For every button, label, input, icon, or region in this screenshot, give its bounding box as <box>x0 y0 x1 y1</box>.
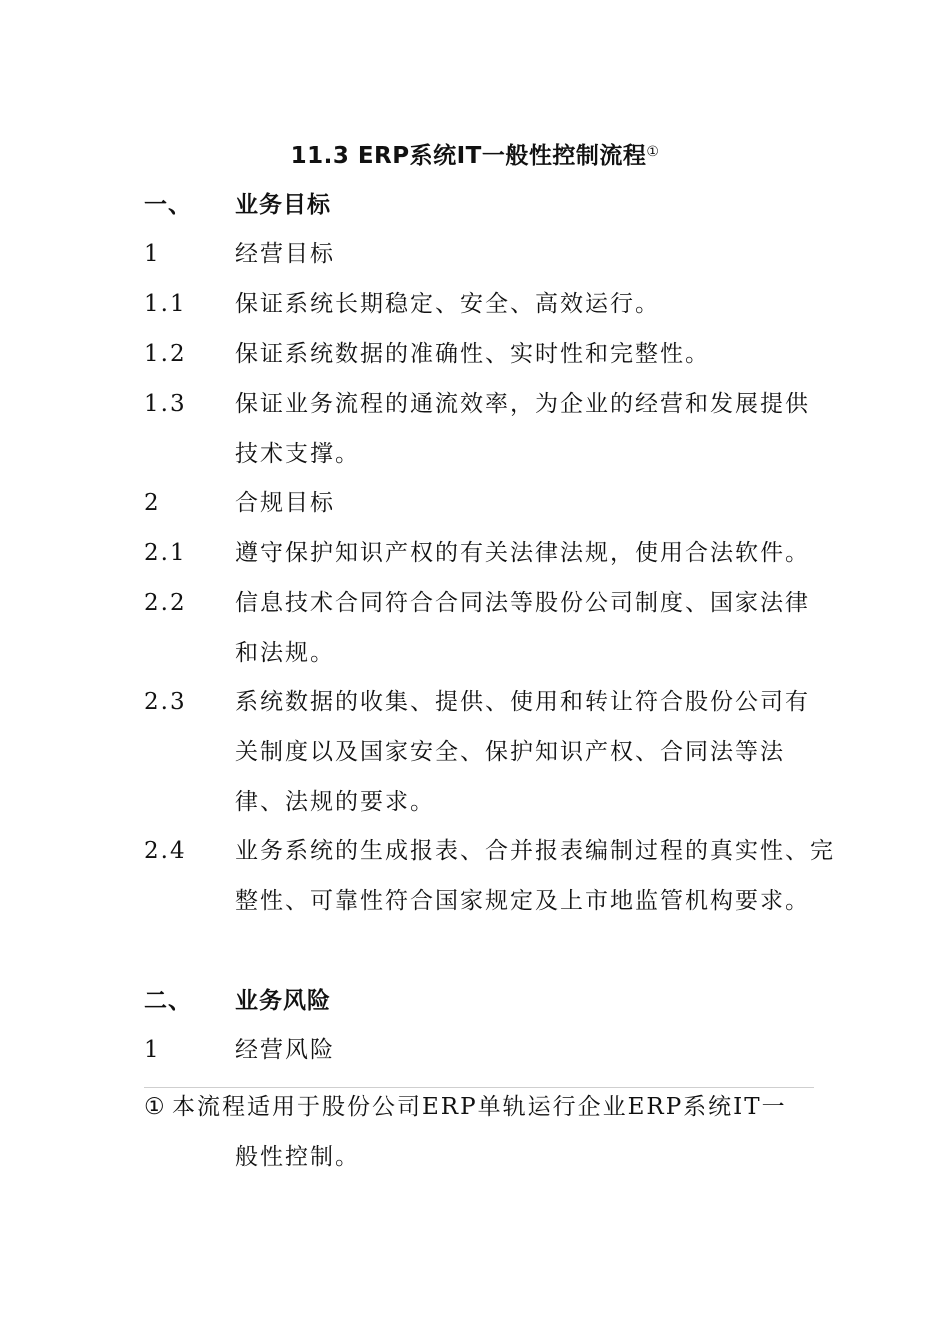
section-number: 二、 <box>144 988 192 1014</box>
footnote-mark: ① <box>144 1094 167 1120</box>
footnote-line-2: 般性控制。 <box>235 1144 360 1170</box>
item-text: 保证系统长期稳定、安全、高效运行。 <box>235 291 660 317</box>
item-text: 系统数据的收集、提供、使用和转让符合股份公司有关制度以及国家安全、保护知识产权、合同法等法律、法规的要求。 <box>235 689 810 815</box>
item-text: 保证系统数据的准确性、实时性和完整性。 <box>235 341 710 367</box>
item-number: 2.4 <box>144 838 187 864</box>
title-footnote-ref: ① <box>646 144 660 160</box>
item-number: 2 <box>144 490 161 516</box>
item-text: 信息技术合同符合合同法等股份公司制度、国家法律和法规。 <box>235 590 810 666</box>
item-text: 业务系统的生成报表、合并报表编制过程的真实性、完整性、可靠性符合国家规定及上市地监管机构要求。 <box>235 838 835 914</box>
item-number: 2.1 <box>144 540 187 566</box>
section-number: 一、 <box>144 192 192 218</box>
item-text: 遵守保护知识产权的有关法律法规，使用合法软件。 <box>235 540 810 566</box>
item-number: 2.2 <box>144 590 187 616</box>
page-title <box>0 138 950 174</box>
item-number: 1.3 <box>144 391 187 417</box>
section-title: 业务风险 <box>235 988 331 1014</box>
item-number: 1.1 <box>144 291 187 317</box>
item-text: 合规目标 <box>235 490 335 516</box>
item-number: 1 <box>144 241 161 267</box>
item-text: 经营目标 <box>235 241 335 267</box>
footnote-line-1: 本流程适用于股份公司ERP单轨运行企业ERP系统IT一 <box>172 1094 787 1120</box>
item-text: 经营风险 <box>235 1037 335 1063</box>
section-title: 业务目标 <box>235 192 331 218</box>
title-text: 11.3 ERP系统IT一般性控制流程 <box>290 143 647 169</box>
item-number: 1.2 <box>144 341 187 367</box>
footnote <box>144 1082 824 1170</box>
item-number: 1 <box>144 1037 161 1063</box>
item-number: 2.3 <box>144 689 187 715</box>
item-text: 保证业务流程的通流效率，为企业的经营和发展提供技术支撑。 <box>235 391 810 467</box>
